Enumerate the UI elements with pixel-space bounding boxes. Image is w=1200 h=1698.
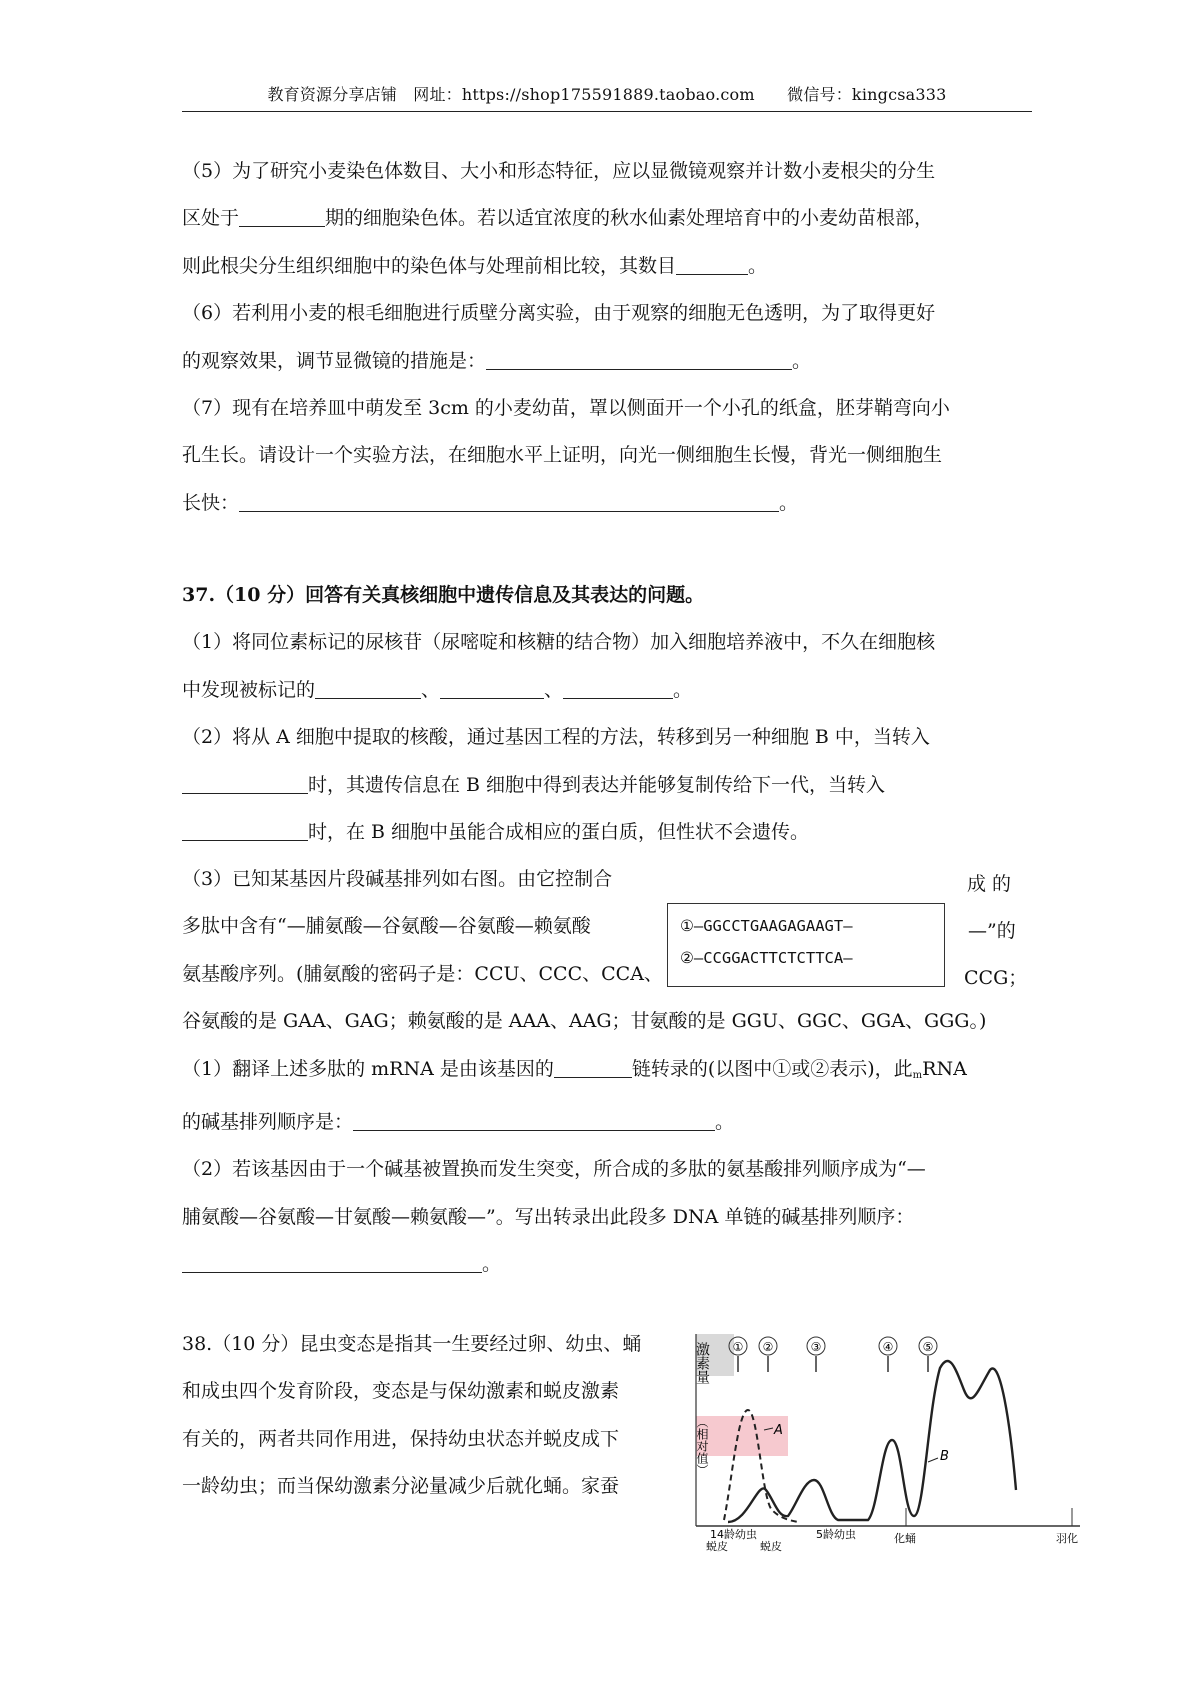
hormone-figure bbox=[688, 1330, 1088, 1552]
q38-line3: 有关的，两者共同作用进，保持幼虫状态并蜕皮成下 bbox=[182, 1427, 620, 1450]
blank[interactable] bbox=[182, 774, 308, 794]
q37-p3-line2-right: —”的 bbox=[968, 920, 1016, 942]
q37-p2-line3: 时，在 B 细胞中虽能合成相应的蛋白质，但性状不会遗传。 bbox=[182, 809, 1024, 856]
svg-text:②: ② bbox=[762, 1340, 774, 1354]
blank[interactable] bbox=[239, 492, 779, 512]
q38-block bbox=[182, 1321, 682, 1511]
q37-title: 37.（10 分）回答有关真核细胞中遗传信息及其表达的问题。 bbox=[182, 584, 705, 606]
blank[interactable] bbox=[440, 679, 544, 699]
blank[interactable] bbox=[182, 1253, 482, 1273]
q37-sub1-line1: （1）翻译上述多肽的 mRNA 是由该基因的 链转录的(以图中①或②表示)，此$_m$RNA bbox=[182, 1057, 967, 1081]
svg-text:④: ④ bbox=[882, 1340, 894, 1354]
q36-p5-line3: 则此根尖分生组织细胞中的染色体与处理前相比较，其数目 。 bbox=[182, 254, 768, 277]
blank[interactable] bbox=[315, 679, 421, 699]
blank[interactable] bbox=[563, 679, 673, 699]
sequence-strand-1: ①—GGCCTGAAGAGAAGT— bbox=[680, 917, 853, 935]
q36-p5-line2: 区处于 期的细胞染色体。若以适宜浓度的秋水仙素处理培育中的小麦幼苗根部， bbox=[182, 207, 934, 230]
q37-sub2-line2: 脯氨酸—谷氨酸—甘氨酸—赖氨酸—”。写出转录出此段多 DNA 单链的碱基排列顺序： bbox=[182, 1205, 915, 1228]
x-label-5th-instar: 5龄幼虫 bbox=[816, 1528, 856, 1541]
x-label-molt-1: 蜕皮 bbox=[706, 1540, 728, 1552]
q38-line4: 一龄幼虫；而当保幼激素分泌量减少后就化蛹。家蚕 bbox=[182, 1475, 620, 1498]
q37-p2-line2: 时，其遗传信息在 B 细胞中得到表达并能够复制传给下一代，当转入 bbox=[182, 762, 1024, 809]
q37-p1-line2: 中发现被标记的 、 、 。 bbox=[182, 678, 693, 701]
curve-b-label: B bbox=[940, 1449, 949, 1464]
marker-4 bbox=[879, 1337, 897, 1372]
marker-5 bbox=[919, 1337, 937, 1372]
q37-p2-line1: （2）将从 A 细胞中提取的核酸，通过基因工程的方法，转移到另一种细胞 B 中，当转入 bbox=[182, 726, 930, 749]
header-rule bbox=[182, 111, 1032, 112]
q38-line1: 38.（10 分）昆虫变态是指其一生要经过卵、幼虫、蛹 bbox=[182, 1333, 642, 1355]
blank[interactable] bbox=[182, 821, 308, 841]
q37-p3-line1-right: 成 的 bbox=[967, 873, 1012, 895]
q37-p3-line3-right: CCG； bbox=[964, 967, 1028, 989]
blank[interactable] bbox=[353, 1111, 715, 1131]
q37-sub2-line3: 。 bbox=[182, 1241, 1024, 1288]
q36-p7-line3: 长快： 。 bbox=[182, 491, 799, 514]
q36-p5-line1: （5）为了研究小麦染色体数目、大小和形态特征，应以显微镜观察并计数小麦根尖的分生 bbox=[182, 160, 936, 182]
q37-sub1-line2: 的碱基排列顺序是： 。 bbox=[182, 1111, 735, 1134]
svg-text:①: ① bbox=[732, 1340, 744, 1354]
q37-sub2-line1: （2）若该基因由于一个碱基被置换而发生突变，所合成的多肽的氨基酸排列顺序成为“— bbox=[182, 1158, 926, 1181]
q36-p7-line1: （7）现有在培养皿中萌发至 3cm 的小麦幼苗，罩以侧面开一个小孔的纸盒，胚芽鞘弯向小 bbox=[182, 397, 950, 420]
x-label-eclosion: 羽化 bbox=[1056, 1532, 1078, 1545]
stage-markers bbox=[729, 1337, 937, 1372]
q38-line2: 和成虫四个发育阶段，变态是与保幼激素和蜕皮激素 bbox=[182, 1380, 620, 1403]
x-label-molt-2: 蜕皮 bbox=[760, 1540, 782, 1552]
gene-sequence-box bbox=[667, 903, 945, 987]
q37-p3-line1: （3）已知某基因片段碱基排列如右图。由它控制合 bbox=[182, 868, 613, 890]
q36-p6-line2: 的观察效果，调节显微镜的措施是： 。 bbox=[182, 349, 812, 372]
q36-p6-line1: （6）若利用小麦的根毛细胞进行质壁分离实验，由于观察的细胞无色透明，为了取得更好 bbox=[182, 302, 936, 325]
x-label-pupation: 化蛹 bbox=[894, 1532, 916, 1545]
y-axis-label-top: 激素量 bbox=[694, 1342, 710, 1384]
blank[interactable] bbox=[486, 350, 792, 370]
svg-text:③: ③ bbox=[810, 1340, 822, 1354]
blank[interactable] bbox=[239, 207, 325, 227]
q37-p1-line1: （1）将同位素标记的尿核苷（尿嘧啶和核糖的结合物）加入细胞培养液中，不久在细胞核 bbox=[182, 631, 936, 654]
svg-text:⑤: ⑤ bbox=[922, 1340, 934, 1354]
sequence-strand-2: ②—CCGGACTTCTCTTCA— bbox=[680, 949, 853, 967]
marker-2 bbox=[759, 1337, 777, 1372]
page-header: 教育资源分享店铺 网址：https://shop175591889.taobao.com 微信号：kingcsa333 bbox=[267, 85, 947, 104]
q37-p3-line4: 谷氨酸的是 GAA、GAG；赖氨酸的是 AAA、AAG；甘氨酸的是 GGU、GGC、GGA、GGG。) bbox=[182, 1010, 987, 1033]
q37-block bbox=[182, 572, 1024, 856]
curve-a-label: A bbox=[774, 1423, 783, 1438]
y-axis-label-bottom: （相对值） bbox=[695, 1416, 709, 1476]
q37-p3-line3: 氨基酸序列。(脯氨酸的密码子是：CCU、CCC、CCA、 bbox=[182, 962, 663, 985]
q36-p7-line2: 孔生长。请设计一个实验方法，在细胞水平上证明，向光一侧细胞生长慢，背光一侧细胞生 bbox=[182, 444, 943, 467]
q36-block bbox=[182, 148, 1024, 527]
blank[interactable] bbox=[676, 255, 748, 275]
blank[interactable] bbox=[554, 1058, 632, 1078]
marker-3 bbox=[807, 1337, 825, 1372]
x-label-4th-instar: 14龄幼虫 bbox=[710, 1528, 757, 1541]
q37-p3-line2: 多肽中含有“—脯氨酸—谷氨酸—谷氨酸—赖氨酸 bbox=[182, 915, 591, 938]
